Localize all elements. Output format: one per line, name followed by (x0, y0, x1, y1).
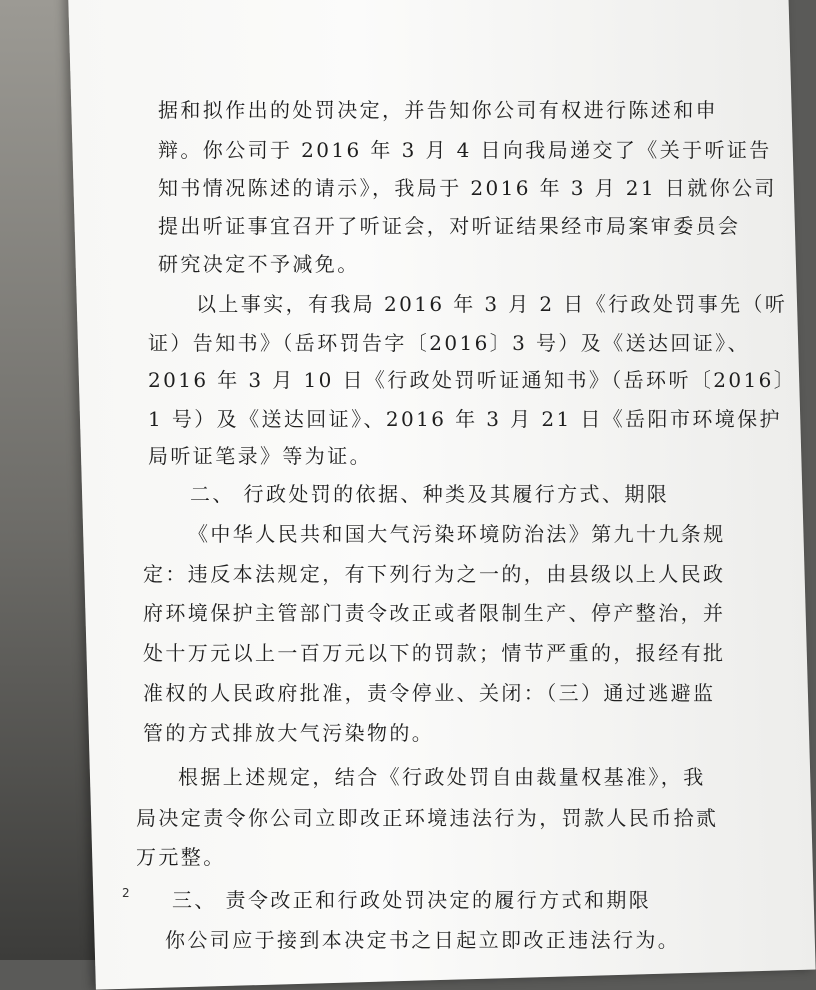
text-line: 你公司应于接到本决定书之日起立即改正违法行为。 (165, 928, 681, 952)
section-heading: 三、 责令改正和行政处罚决定的履行方式和期限 (172, 888, 652, 912)
text-line: 2016 年 3 月 10 日《行政处罚听证通知书》（岳环听〔2016〕 (148, 368, 797, 392)
text-line: 据和拟作出的处罚决定，并告知你公司有权进行陈述和申 (158, 98, 718, 122)
text-line: 证）告知书》（岳环罚告字〔2016〕3 号）及《送达回证》、 (148, 331, 750, 355)
text-line: 府环境保护主管部门责令改正或者限制生产、停产整治，并 (143, 601, 726, 625)
text-line: 局决定责令你公司立即改正环境违法行为，罚款人民币拾贰 (136, 806, 719, 830)
text-line: 处十万元以上一百万元以下的罚款；情节严重的，报经有批 (143, 641, 726, 665)
text-line: 研究决定不予减免。 (158, 252, 360, 276)
text-line: 1 号）及《送达回证》、2016 年 3 月 21 日《岳阳市环境保护 (148, 407, 782, 431)
text-line: 定：违反本法规定，有下列行为之一的，由县级以上人民政 (143, 562, 726, 586)
text-line: 辩。你公司于 2016 年 3 月 4 日向我局递交了《关于听证告 (158, 138, 772, 162)
page-number: 2 (122, 886, 130, 900)
text-line: 《中华人民共和国大气污染环境防治法》第九十九条规 (188, 522, 726, 546)
text-line: 万元整。 (136, 845, 226, 869)
text-line: 局听证笔录》等为证。 (148, 444, 372, 468)
text-line: 管的方式排放大气污染物的。 (143, 721, 435, 745)
text-line: 根据上述规定，结合《行政处罚自由裁量权基准》，我 (178, 765, 706, 789)
text-line: 提出听证事宜召开了听证会，对听证结果经市局案审委员会 (158, 214, 741, 238)
text-line: 以上事实，有我局 2016 年 3 月 2 日《行政处罚事先（听 (196, 292, 788, 316)
section-heading: 二、 行政处罚的依据、种类及其履行方式、期限 (190, 482, 670, 506)
text-line: 准权的人民政府批准，责令停业、关闭：（三）通过逃避监 (143, 681, 716, 705)
text-line: 知书情况陈述的请示》，我局于 2016 年 3 月 21 日就你公司 (158, 176, 777, 200)
